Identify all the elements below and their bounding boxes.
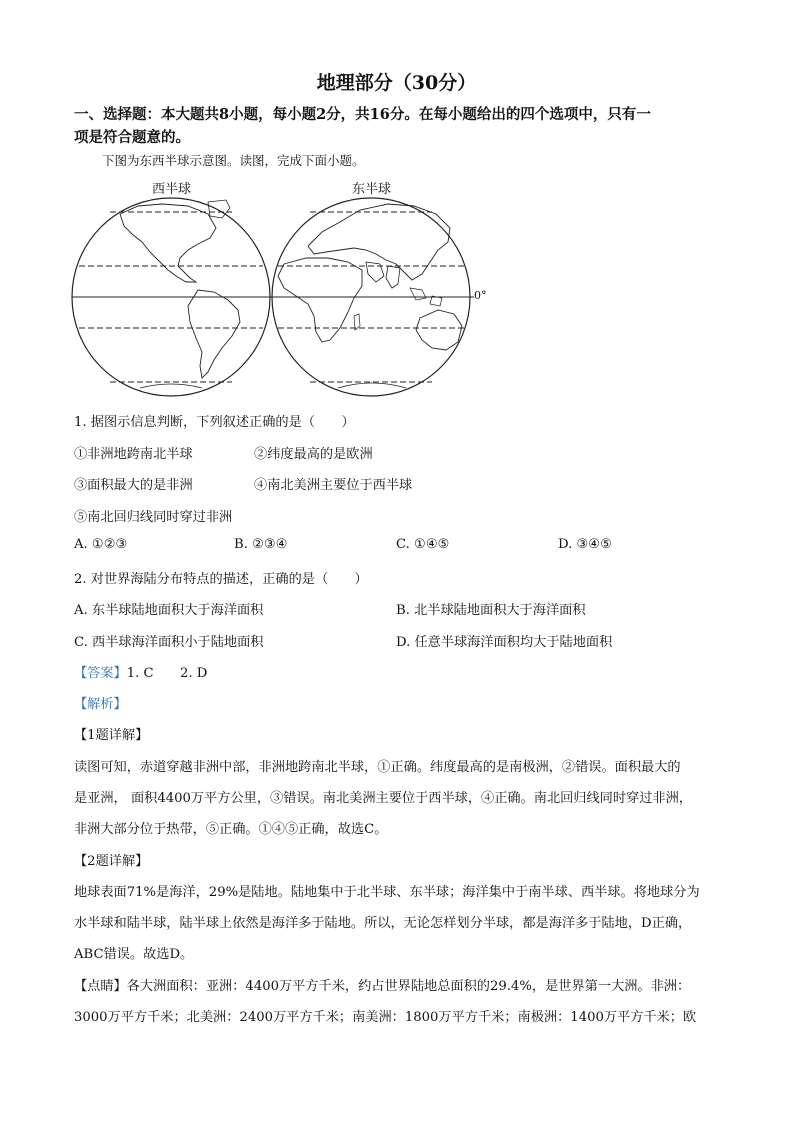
page-title: 地理部分（30分） <box>316 72 477 94</box>
section-heading-line2: 项是符合题意的。 <box>74 129 190 146</box>
note-text-1: 各大洲面积：亚洲：4400万平方千米，约占世界陆地总面积的29.4%，是世界第一大洲。非洲： <box>126 979 691 994</box>
detail-2-line-3: ABC错误。故选D。 <box>74 947 194 962</box>
analysis-tag: 【解析】 <box>74 697 127 712</box>
section-heading-line1: 一、选择题：本大题共8小题，每小题2分，共16分。在每小题给出的四个选项中，只有一 <box>74 106 651 123</box>
detail-1-line-2: 是亚洲， 面积4400万平方公里，③错误。南北美洲主要位于西半球，④正确。南北回归线同时穿过非洲， <box>74 791 692 806</box>
q2-stem: 2. 对世界海陆分布特点的描述，正确的是（ ） <box>74 572 368 587</box>
note-line-2: 3000万平方千米；北美洲：2400万平方千米；南美洲：1800万平方千米；南极洲：1400万平方千米；欧 <box>74 1010 697 1025</box>
q2-option-b: B. 北半球陆地面积大于海洋面积 <box>396 603 586 618</box>
q1-statement-3: ③面积最大的是非洲 <box>74 478 193 493</box>
detail-2-line-2: 水半球和陆半球，陆半球上依然是海洋多于陆地。所以，无论怎样划分半球，都是海洋多于陆地，D正确， <box>74 916 692 931</box>
q1-stem: 1. 据图示信息判断，下列叙述正确的是（ ） <box>74 415 355 430</box>
q1-statement-5: ⑤南北回归线同时穿过非洲 <box>74 510 233 525</box>
detail-2-line-1: 地球表面71%是海洋，29%是陆地。陆地集中于北半球、东半球；海洋集中于南半球、西半球。将地球分为 <box>74 885 700 900</box>
detail-1-heading: 【1题详解】 <box>74 728 149 743</box>
hemisphere-map <box>70 192 480 402</box>
question-intro: 下图为东西半球示意图。读图，完成下面小题。 <box>102 153 365 168</box>
detail-2-heading: 【2题详解】 <box>74 854 149 869</box>
answer-tag: 【答案】 <box>74 666 127 681</box>
equator-label: 0° <box>474 289 487 302</box>
q1-option-d: D. ③④⑤ <box>558 537 612 552</box>
detail-1-line-1: 读图可知，赤道穿越非洲中部，非洲地跨南北半球，①正确。纬度最高的是南极洲，②错误。面积最大的 <box>74 760 681 775</box>
q1-statement-1: ①非洲地跨南北半球 <box>74 447 193 462</box>
q2-option-c: C. 西半球海洋面积小于陆地面积 <box>74 635 264 650</box>
answer-line <box>74 662 207 681</box>
q2-option-d: D. 任意半球海洋面积均大于陆地面积 <box>396 635 613 650</box>
q1-statement-2: ②纬度最高的是欧洲 <box>254 447 373 462</box>
q2-option-a: A. 东半球陆地面积大于海洋面积 <box>74 603 264 618</box>
q1-option-c: C. ①④⑤ <box>396 537 450 552</box>
note-line-1 <box>74 975 690 994</box>
detail-1-line-3: 非洲大部分位于热带，⑤正确。①④⑤正确，故选C。 <box>74 822 388 837</box>
q1-statement-4: ④南北美洲主要位于西半球 <box>254 478 413 493</box>
west-hemisphere-label: 西半球 <box>152 182 192 197</box>
note-tag: 【点睛】 <box>74 979 127 994</box>
answer-text: 1. C 2. D <box>126 666 208 681</box>
east-hemisphere-label: 东半球 <box>352 182 392 197</box>
q1-option-a: A. ①②③ <box>74 537 128 552</box>
q1-option-b: B. ②③④ <box>234 537 288 552</box>
